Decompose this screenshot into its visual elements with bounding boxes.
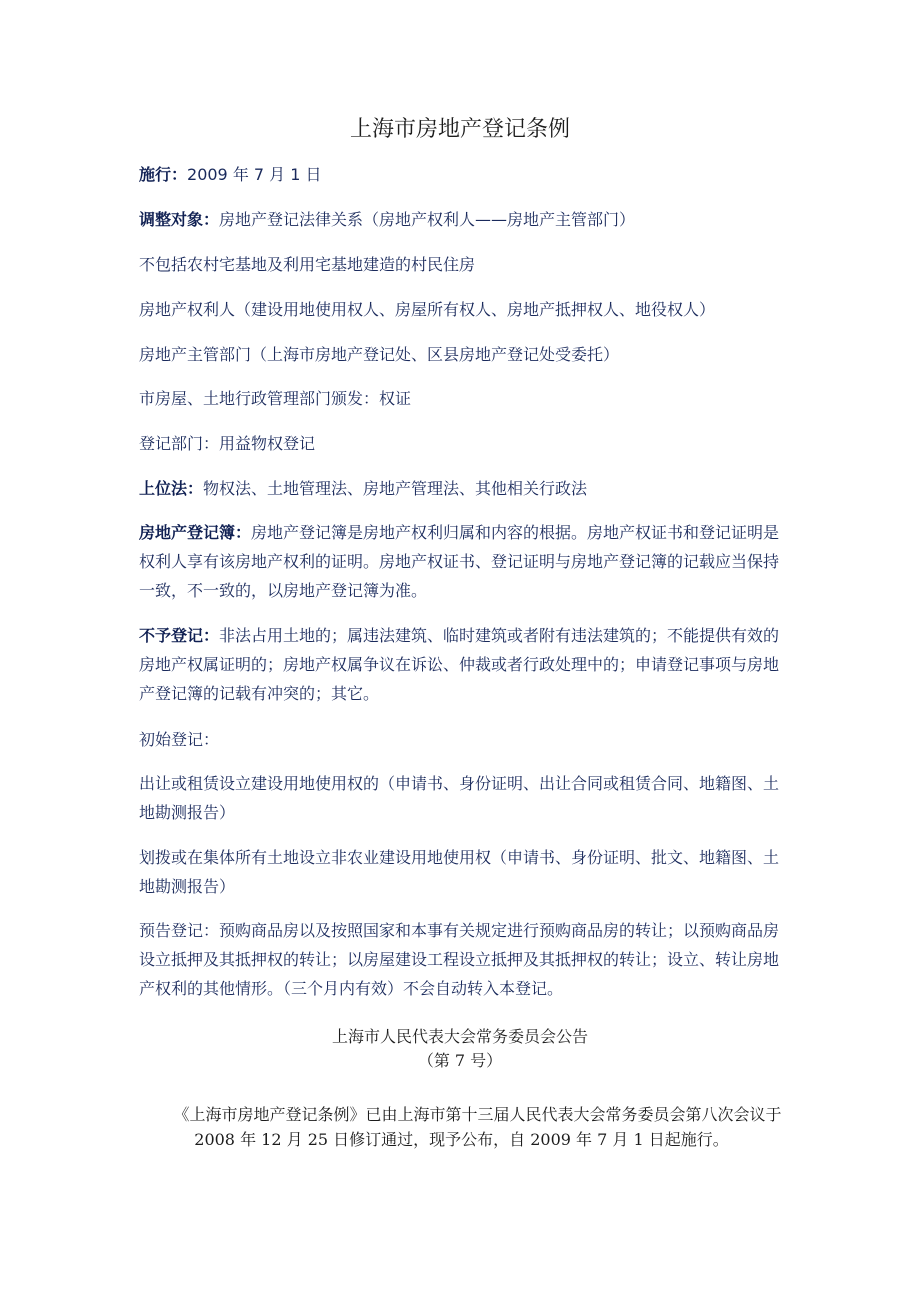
paragraph-text: 不包括农村宅基地及利用宅基地建造的村民住房 [139, 255, 476, 274]
paragraph-text: 房地产登记簿是房地产权利归属和内容的根据。房地产权证书和登记证明是权利人享有该房地产权利的证明。房地产权证书、登记证明与房地产登记簿的记载应当保持一致，不一致的，以房地产登记簿为准。 [139, 523, 780, 600]
paragraph-label: 上位法： [139, 479, 204, 498]
paragraph-transfer-lease [139, 769, 784, 827]
paragraph-register-book [139, 518, 784, 605]
paragraph-text: 房地产主管部门（上海市房地产登记处、区县房地产登记处受委托） [139, 345, 620, 364]
paragraph-text: 物权法、土地管理法、房地产管理法、其他相关行政法 [203, 479, 588, 498]
paragraph-text: 非法占用土地的；属违法建筑、临时建筑或者附有违法建筑的；不能提供有效的房地产权属证明的；房地产权属争议在诉讼、仲裁或者行政处理中的；申请登记事项与房地产登记簿的记载有冲突的；其它。 [139, 626, 780, 703]
paragraph-no-registration [139, 621, 784, 708]
notice-number: （第 7 号） [417, 1051, 503, 1070]
paragraph-text: 预告登记：预购商品房以及按照国家和本事有关规定进行预购商品房的转让；以预购商品房设立抵押及其抵押权的转让；以房屋建设工程设立抵押及其抵押权的转让；设立、转让房地产权利的其他情形。（三个月内有效）不会自动转入本登记。 [139, 921, 780, 998]
paragraph-text: 房地产权利人（建设用地使用权人、房屋所有权人、房地产抵押权人、地役权人） [139, 300, 716, 319]
paragraph-allocation [139, 843, 784, 901]
paragraph-advance-registration [139, 916, 784, 1003]
paragraph-label: 调整对象： [139, 210, 220, 229]
paragraph-text: 市房屋、土地行政管理部门颁发：权证 [139, 389, 412, 408]
paragraph-authority [139, 340, 784, 369]
paragraph-registration-dept [139, 429, 784, 458]
paragraph-superior-law [139, 474, 784, 503]
paragraph-label: 不予登记： [139, 626, 220, 645]
paragraph-text: 初始登记： [139, 730, 220, 749]
paragraph-effective-date [139, 160, 784, 189]
paragraph-text: 房地产登记法律关系（房地产权利人——房地产主管部门） [219, 210, 636, 229]
paragraph-label: 房地产登记簿： [139, 523, 252, 542]
document-title: 上海市房地产登记条例 [349, 117, 570, 142]
notice-body: 《上海市房地产登记条例》已由上海市第十三届人民代表大会常务委员会第八次会议于 2008 年 12 月 25 日修订通过，现予公布，自 2009 年 7 月 1 日起施行。 [173, 1105, 782, 1149]
paragraph-certificate [139, 384, 784, 413]
paragraph-text: 2009 年 7 月 1 日 [187, 165, 322, 184]
paragraph-text: 登记部门：用益物权登记 [139, 434, 316, 453]
paragraph-initial-registration [139, 725, 784, 754]
paragraph-scope [139, 205, 784, 234]
paragraph-text: 划拨或在集体所有土地设立非农业建设用地使用权（申请书、身份证明、批文、地籍图、土地勘测报告） [139, 848, 780, 896]
paragraph-exclusion [139, 250, 784, 279]
paragraph-right-holders [139, 295, 784, 324]
paragraph-text: 出让或租赁设立建设用地使用权的（申请书、身份证明、出让合同或租赁合同、地籍图、土地勘测报告） [139, 774, 780, 822]
notice-heading: 上海市人民代表大会常务委员会公告 [331, 1027, 588, 1046]
paragraph-label: 施行： [139, 165, 188, 184]
